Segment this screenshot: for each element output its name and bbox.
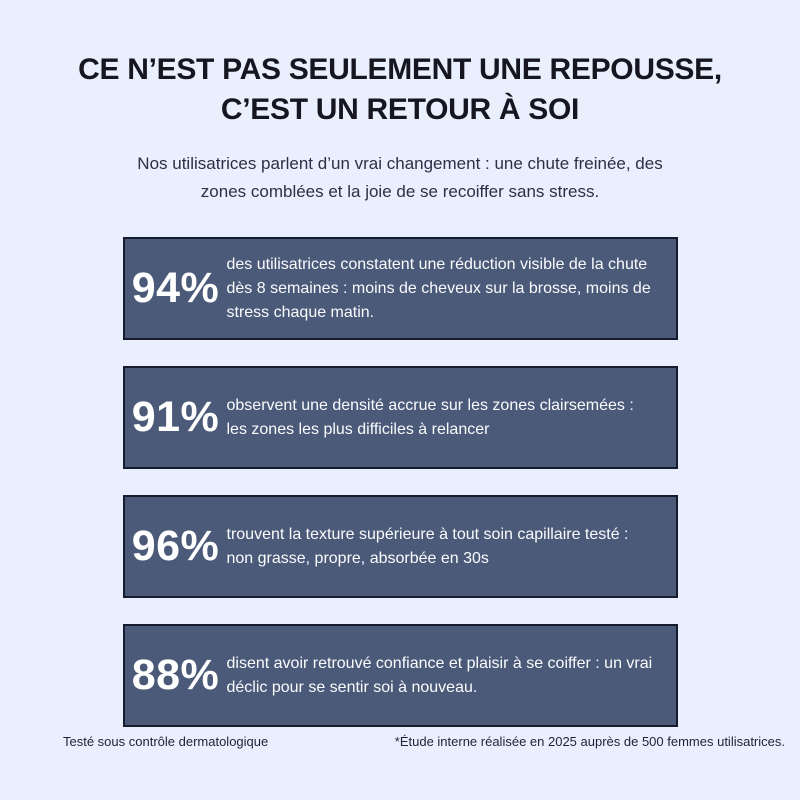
stat-description: trouvent la texture supérieure à tout soin capillaire testé : non grasse, propre, absorbée en 30s bbox=[226, 525, 629, 567]
stats-list bbox=[0, 237, 800, 727]
stat-percent: 94% bbox=[131, 264, 220, 313]
page-title-line-1: CE N’EST PAS SEULEMENT UNE REPOUSSE, bbox=[78, 53, 722, 87]
page-subtitle-line-2: zones comblées et la joie de se recoiffer sans stress. bbox=[200, 182, 600, 202]
page-title bbox=[0, 20, 800, 130]
stat-description: disent avoir retrouvé confiance et plaisir à se coiffer : un vrai déclic pour se sentir soi à nouveau. bbox=[226, 654, 653, 696]
page-subtitle bbox=[0, 150, 800, 206]
stat-card-texture-superieure bbox=[123, 495, 678, 598]
stat-description: des utilisatrices constatent une réduction visible de la chute dès 8 semaines : moins de cheveux sur la brosse, moins de stress chaque matin. bbox=[226, 255, 651, 321]
footer-note-dermatological: Testé sous contrôle dermatologique bbox=[63, 734, 269, 749]
stat-description: observent une densité accrue sur les zones clairsemées : les zones les plus difficiles à relancer bbox=[226, 396, 634, 438]
stat-card-reduction-chute bbox=[123, 237, 678, 340]
stat-card-confiance-retrouvee bbox=[123, 624, 678, 727]
stat-percent: 88% bbox=[131, 651, 220, 700]
page-subtitle-line-1: Nos utilisatrices parlent d’un vrai changement : une chute freinée, des bbox=[137, 154, 663, 174]
stat-percent: 96% bbox=[131, 522, 220, 571]
stat-card-densite-accrue bbox=[123, 366, 678, 469]
page-title-line-2: C’EST UN RETOUR À SOI bbox=[220, 93, 580, 127]
footer-note-study: *Étude interne réalisée en 2025 auprès de 500 femmes utilisatrices. bbox=[394, 734, 785, 749]
stat-percent: 91% bbox=[131, 393, 220, 442]
